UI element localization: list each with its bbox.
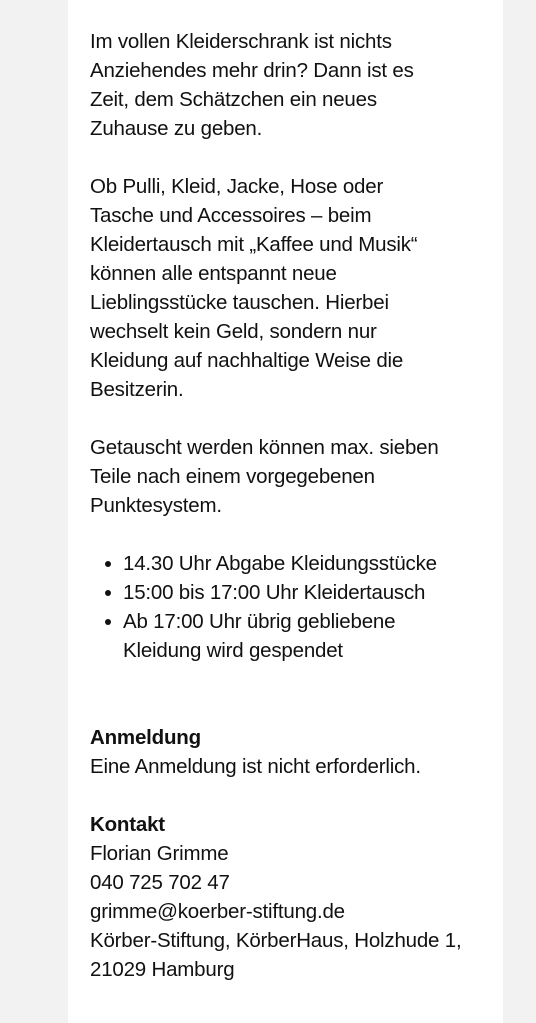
registration-section: [90, 723, 500, 781]
contact-email[interactable]: grimme@koerber-stiftung.de: [90, 900, 345, 923]
contact-phone[interactable]: 040 725 702 47: [90, 871, 230, 894]
description-line: Ob Pulli, Kleid, Jacke, Hose oder: [90, 175, 384, 198]
article-content: [90, 27, 500, 984]
registration-text: Eine Anmeldung ist nicht erforderlich.: [90, 755, 421, 778]
schedule-text: 15:00 bis 17:00 Uhr Kleidertausch: [123, 581, 426, 604]
description-line: Tasche und Accessoires – beim: [90, 204, 372, 227]
description-line: Lieblingsstücke tauschen. Hierbei: [90, 291, 389, 314]
description-line: Kleidertausch mit „Kaffee und Musik“: [90, 233, 418, 256]
schedule-text: Kleidung wird gespendet: [123, 639, 343, 662]
schedule-text: 14.30 Uhr Abgabe Kleidungsstücke: [123, 552, 437, 575]
intro-line: Im vollen Kleiderschrank ist nichts: [90, 30, 392, 53]
contact-address: Körber-Stiftung, KörberHaus, Holzhude 1,: [90, 929, 462, 952]
contact-heading: Kontakt: [90, 813, 165, 836]
contact-address: 21029 Hamburg: [90, 958, 235, 981]
registration-heading: Anmeldung: [90, 726, 201, 749]
contact-name: Florian Grimme: [90, 842, 229, 865]
contact-section: [90, 810, 500, 984]
description-paragraph: [90, 172, 500, 404]
description-line: können alle entspannt neue: [90, 262, 337, 285]
rules-line: Getauscht werden können max. sieben: [90, 436, 439, 459]
intro-line: Anziehendes mehr drin? Dann ist es: [90, 59, 414, 82]
rules-line: Punktesystem.: [90, 494, 222, 517]
rules-line: Teile nach einem vorgegebenen: [90, 465, 375, 488]
paragraph-spacer: [90, 404, 500, 433]
section-spacer: [90, 665, 500, 723]
list-item: [123, 578, 500, 607]
list-item: [123, 549, 500, 578]
schedule-list: [90, 549, 500, 665]
paragraph-spacer: [90, 143, 500, 172]
schedule-text: Ab 17:00 Uhr übrig gebliebene: [123, 610, 396, 633]
description-line: wechselt kein Geld, sondern nur: [90, 320, 377, 343]
article-page: [68, 0, 503, 1023]
description-line: Kleidung auf nachhaltige Weise die: [90, 349, 404, 372]
intro-line: Zeit, dem Schätzchen ein neues: [90, 88, 377, 111]
section-spacer: [90, 781, 500, 810]
intro-paragraph: [90, 27, 500, 143]
rules-paragraph: [90, 433, 500, 520]
list-item: [123, 607, 500, 665]
paragraph-spacer: [90, 520, 500, 549]
description-line: Besitzerin.: [90, 378, 184, 401]
intro-line: Zuhause zu geben.: [90, 117, 263, 140]
